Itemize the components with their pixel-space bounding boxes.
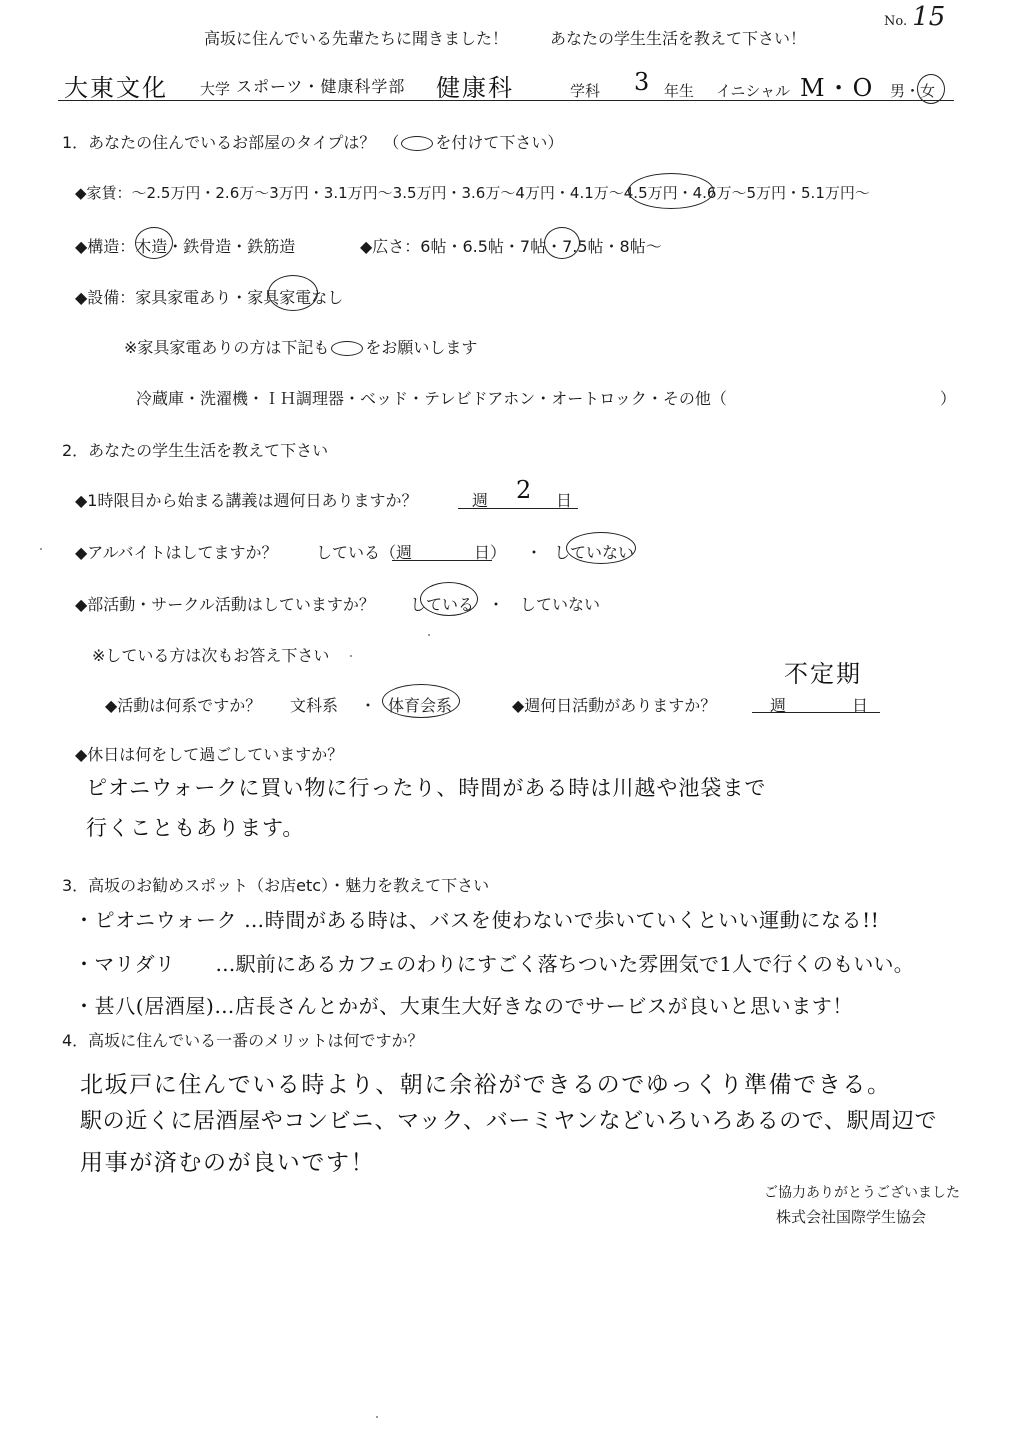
club-yes: している: [410, 595, 475, 614]
structure-selected-circle: [135, 227, 173, 259]
parttime-selected-circle: [566, 532, 636, 564]
rent-options: ◆家賃：～2.5万円・2.6万～3万円・3.1万円～3.5万円・3.6万～4万円・4.1万～4.5万円・4.6万～5万円・5.1万円～: [75, 184, 870, 202]
year-value: 3: [634, 68, 652, 96]
first-period-underline: [458, 508, 578, 509]
department-suffix: 学科: [570, 82, 601, 100]
activity-days-question: ◆週何日活動がありますか？: [512, 696, 717, 715]
faculty-name: スポーツ・健康科学部: [236, 77, 406, 96]
university-suffix: 大学: [200, 80, 231, 98]
club-separator: ・: [488, 595, 505, 614]
scan-speck: [40, 548, 42, 550]
q1-title-pre: 1．あなたの住んでいるお部屋のタイプは？ （: [62, 133, 400, 152]
info-row-underline: [58, 100, 954, 101]
spot-answer-line1: ・ピオニウォーク …時間がある時は、バスを使わないで歩いていくといい運動になる!!: [74, 908, 880, 932]
gender-separator: ・: [905, 82, 921, 100]
activity-day-unit: 日: [852, 696, 869, 715]
activity-days-underline: [752, 712, 880, 713]
footer-company: 株式会社国際学生協会: [776, 1208, 927, 1226]
footer-thanks: ご協力ありがとうございました: [764, 1185, 960, 1201]
activity-week: 週: [770, 696, 787, 715]
department-name: 健康科: [436, 74, 514, 102]
gender-male: 男: [890, 82, 906, 100]
size-options: ◆広さ：6帖・6.5帖・7帖・7.5帖・8帖～: [360, 237, 662, 256]
doc-number-label: No.: [884, 14, 908, 29]
parttime-separator: ・: [526, 543, 543, 562]
spot-answer-line2: ・マリダリ …駅前にあるカフェのわりにすごく落ちついた雰囲気で1人で行くのもいい。: [74, 952, 914, 976]
holiday-answer-line1: ピオニウォークに買い物に行ったり、時間がある時は川越や池袋まで: [86, 776, 767, 800]
activity-days-handwritten: 不定期: [784, 660, 862, 688]
doc-number: [884, 2, 945, 32]
activity-selected-circle: [382, 684, 460, 718]
oval-icon: [331, 341, 363, 356]
size-selected-circle: [544, 227, 580, 259]
appliance-note: [124, 335, 477, 358]
structure-options: ◆構造：木造・鉄骨造・鉄筋造: [75, 237, 296, 256]
activity-separator: ・: [360, 696, 377, 715]
spot-answer-line3: ・甚八(居酒屋)…店長さんとかが、大東生大好きなのでサービスが良いと思います！: [74, 994, 854, 1018]
merit-answer-line2: 駅の近くに居酒屋やコンビニ、マック、バーミヤンなどいろいろあるので、駅周辺で: [80, 1109, 938, 1134]
first-period-week: 週: [472, 491, 489, 510]
q4-title: 4．高坂に住んでいる一番のメリットは何ですか？: [62, 1031, 424, 1050]
scan-speck: [350, 655, 352, 657]
year-suffix: 年生: [664, 82, 695, 100]
facility-selected-circle: [268, 275, 318, 311]
parttime-no: していない: [554, 543, 635, 562]
q1-title: [62, 130, 563, 153]
club-question: ◆部活動・サークル活動はしていますか？: [75, 595, 375, 614]
activity-bunka: 文科系: [290, 696, 339, 715]
q1-title-post: を付けて下さい）: [435, 133, 564, 152]
oval-icon: [401, 136, 433, 151]
initial-value: M・O: [800, 74, 875, 102]
club-no: していない: [520, 595, 601, 614]
heading-right: あなたの学生生活を教えて下さい！: [550, 29, 807, 48]
gender-female: 女: [920, 82, 936, 100]
doc-number-value: 15: [912, 2, 946, 32]
appliance-options-close: ）: [940, 389, 957, 408]
first-period-question: ◆1時限目から始まる講義は週何日ありますか？: [75, 491, 418, 510]
scan-speck: [376, 1416, 378, 1418]
rent-selected-circle: [628, 173, 714, 209]
club-followup-note: ※している方は次もお答え下さい: [92, 646, 330, 665]
appliance-options: 冷蔵庫・洗濯機・ＩＨ調理器・ベッド・テレビドアホン・オートロック・その他（: [136, 389, 727, 408]
activity-taiiku: 体育会系: [388, 696, 453, 715]
first-period-days: 2: [516, 476, 534, 504]
club-selected-circle: [420, 582, 478, 616]
holiday-answer-line2: 行くこともあります。: [86, 816, 305, 840]
appliance-note-pre: ※家具家電ありの方は下記も: [124, 338, 330, 357]
appliance-note-post: をお願いします: [365, 338, 478, 357]
scan-speck: [428, 634, 430, 636]
q2-title: 2．あなたの学生生活を教えて下さい: [62, 441, 329, 460]
parttime-question: ◆アルバイトはしてますか？: [75, 543, 278, 562]
initial-label: イニシャル: [716, 82, 791, 100]
facility-options: ◆設備：家具家電あり・家具家電なし: [75, 288, 344, 307]
parttime-yes-day: 日）: [474, 543, 507, 562]
first-period-day-unit: 日: [556, 491, 573, 510]
holiday-question: ◆休日は何をして過ごしていますか？: [75, 745, 344, 764]
merit-answer-line1: 北坂戸に住んでいる時より、朝に余裕ができるのでゆっくり準備できる。: [80, 1072, 892, 1098]
merit-answer-line3: 用事が済むのが良いです！: [80, 1150, 376, 1176]
heading-left: 高坂に住んでいる先輩たちに聞きました！: [204, 29, 509, 48]
university-name: 大東文化: [64, 74, 168, 102]
activity-type-question: ◆活動は何系ですか？: [105, 696, 262, 715]
q3-title: 3．高坂のお勧めスポット（お店etc）・魅力を教えて下さい: [62, 876, 490, 895]
parttime-yes: している（週: [316, 543, 413, 562]
